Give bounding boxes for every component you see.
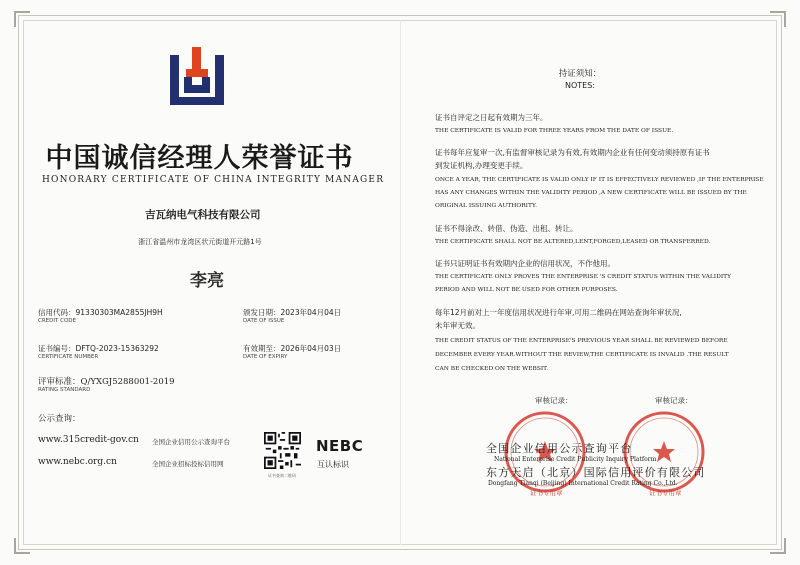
query-link-1[interactable]: www.315credit-gov.cn xyxy=(38,435,139,445)
note-4-en-line-1: THE CERTIFICATE ONLY PROVES THE ENTERPRISE 'S CREDIT STATUS WITHIN THE VALIDITY xyxy=(435,274,731,280)
certificate-number-label: 证书编号： xyxy=(38,344,76,353)
note-4-cn: 证书只证明证书有效期内企业的信用状况，不作他用。 xyxy=(435,259,615,268)
certificate-logo-icon xyxy=(164,45,230,111)
note-1-cn: 证书自评定之日起有效期为三年。 xyxy=(435,113,548,122)
note-2-cn-line-2: 到发证机构,办理变更手续。 xyxy=(435,161,528,170)
review-record-1: 审核记录： xyxy=(535,396,573,405)
seal-label: 证书专用章 xyxy=(530,489,563,497)
center-fold xyxy=(400,20,401,545)
expiry-date-en: DATE OF EXPIRY xyxy=(243,354,288,360)
issue-date-value: 2023年04月04日 xyxy=(280,308,342,317)
issue-date-en: DATE OF ISSUE xyxy=(243,318,285,324)
note-2-en-line-2: HAS ANY CHANGES WITHIN THE VALIDITY PERIOD ,A NEW CERTIFICATE WILL BE ISSUED BY THE xyxy=(435,190,747,196)
corner-ornament xyxy=(770,538,786,554)
certificate-number-en: CERTIFICATE NUMBER xyxy=(38,354,99,360)
query-platform-2: 全国企业招标投标信用网 xyxy=(152,460,224,468)
rating-standard xyxy=(38,375,175,387)
note-4-en-line-2: PERIOD AND WILL NOT BE USED FOR OTHER PURPOSES. xyxy=(435,287,618,293)
note-2-en-line-3: ORIGINAL ISSUING AUTHORITY. xyxy=(435,203,537,209)
corner-ornament xyxy=(770,11,786,27)
corner-ornament xyxy=(14,538,30,554)
note-5-cn-line-1: 每年12月前对上一年度信用状况进行年审,可用二维码在网站查询年审状况, xyxy=(435,308,682,317)
issue-date xyxy=(243,307,341,318)
rating-standard-label: 评审标准： xyxy=(38,377,81,387)
note-1-en: THE CERTIFICATE IS VALID FOR THREE YEARS FROM THE DATE OF ISSUE. xyxy=(435,128,674,134)
seal-label: 证书专用章 xyxy=(649,489,682,497)
credit-code-value: 91330303MA2855JH9H xyxy=(75,308,163,317)
company-address: 浙江省温州市龙湾区状元街道开元路1号 xyxy=(138,238,262,246)
query-title: 公示查询： xyxy=(38,414,81,424)
certificate-number xyxy=(38,343,159,354)
note-3-en: THE CERTIFICATE SHALL NOT BE ALTERED,LENT,FORGED,LEASED OR TRANSFERRED. xyxy=(435,239,711,245)
rating-standard-en: RATING STANDARD xyxy=(38,387,91,393)
note-5-en-line-1: THE CREDIT STATUS OF THE ENTERPRISE'S PREVIOUS YEAR SHALL BE REVIEWED BEFORE xyxy=(435,338,728,344)
certificate-number-value: DFTQ-2023-15363292 xyxy=(75,344,159,353)
note-3-cn: 证书不得涂改、转借、伪造、出租、转让。 xyxy=(435,224,578,233)
note-5-en-line-3: CAN BE CHECKED ON THE WEBSIT. xyxy=(435,366,549,372)
review-record-2: 审核记录： xyxy=(655,396,693,405)
note-2-en-line-1: ONCE A YEAR, THE CERTIFICATE IS VALID ONLY IF IT IS EFFECTIVELY REVIEWED ,IF THE ENTERPRISE xyxy=(435,177,764,183)
credit-code-label: 信用代码： xyxy=(38,308,76,317)
issuing-company-name-en: Dongfang Tianqi (Beijing) International Credit Rating Co.,Ltd. xyxy=(488,480,678,487)
qr-code-icon[interactable] xyxy=(264,432,301,469)
expiry-date xyxy=(243,343,341,354)
nebc-logo: NEBC xyxy=(316,437,364,455)
expiry-date-label: 有效期至： xyxy=(243,344,281,353)
notes-title: 持证须知： xyxy=(558,69,602,79)
certificate-title-en: HONORARY CERTIFICATE OF CHINA INTEGRITY MANAGER xyxy=(42,175,385,185)
rating-standard-value: Q/YXGJ5288001-2019 xyxy=(80,377,175,387)
corner-ornament xyxy=(14,11,30,27)
company-name: 吉瓦纳电气科技有限公司 xyxy=(145,209,261,221)
issue-date-label: 颁发日期： xyxy=(243,308,281,317)
issuing-company-name: 东方天启（北京）国际信用评价有限公司 xyxy=(486,466,706,479)
credit-code-en: CREDIT CODE xyxy=(38,318,76,324)
holder-name: 李亮 xyxy=(190,271,224,291)
note-5-cn-line-2: 未年审无效。 xyxy=(435,321,480,330)
query-link-2[interactable]: www.nebc.org.cn xyxy=(38,457,117,467)
qr-caption: 证书查询二维码 xyxy=(268,473,296,478)
notes-title-en: NOTES: xyxy=(565,81,595,90)
nebc-label: 互认标识 xyxy=(317,460,349,469)
certificate-title: 中国诚信经理人荣誉证书 xyxy=(45,143,354,174)
note-2-cn-line-1: 证书每年应复审一次,有监督审核记录为有效,有效期内企业有任何变动须持原有证书 xyxy=(435,148,710,157)
query-platform-1: 全国企业信用公示查询平台 xyxy=(152,438,230,446)
expiry-date-value: 2026年04月03日 xyxy=(280,344,342,353)
issuing-platform-name: 全国企业信用公示查询平台 xyxy=(486,442,633,455)
issuing-platform-name-en: National Enterprise Credit Publicity Inquiry Platform xyxy=(494,456,657,463)
credit-code xyxy=(38,307,163,318)
note-5-en-line-2: DECEMBER EVERY YEAR.WITHOUT THE REVIEW,THE CERTIFICATE IS INVALID .THE RESULT xyxy=(435,352,729,358)
